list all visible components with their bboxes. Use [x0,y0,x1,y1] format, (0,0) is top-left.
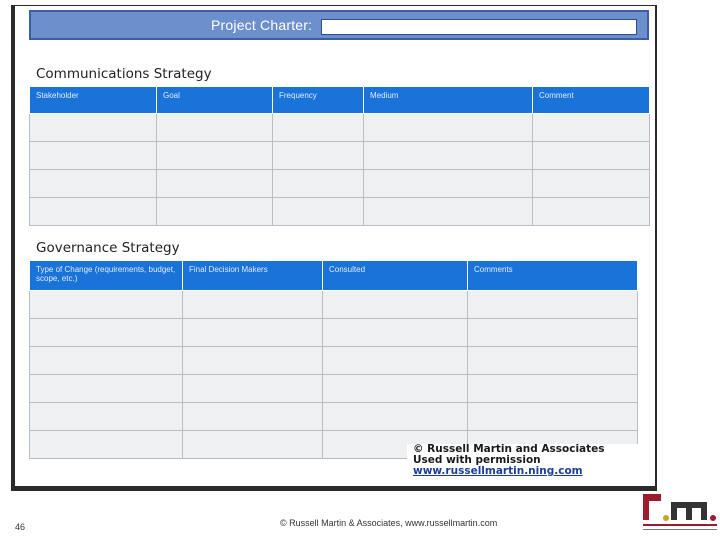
project-charter-bar [29,10,649,40]
table-row [30,142,650,170]
governance-cell[interactable] [183,375,323,403]
governance-header-row [30,261,638,291]
governance-cell[interactable] [468,319,638,347]
communications-header-cell: Comment [533,87,650,114]
communications-strategy-title: Communications Strategy [36,66,212,82]
table-row [30,114,650,142]
communications-header-row [30,87,650,114]
communications-cell[interactable] [157,142,273,170]
table-row [30,170,650,198]
communications-cell[interactable] [273,114,364,142]
table-row [30,347,638,375]
communications-cell[interactable] [30,198,157,226]
communications-header-cell: Stakeholder [30,87,157,114]
governance-header-cell: Consulted [323,261,468,291]
table-row [30,403,638,431]
communications-cell[interactable] [157,170,273,198]
communications-cell[interactable] [533,198,650,226]
communications-cell[interactable] [533,142,650,170]
slide-number: 46 [15,522,26,532]
charter-sheet [15,6,655,486]
governance-header-cell: Comments [468,261,638,291]
governance-cell[interactable] [183,291,323,319]
communications-cell[interactable] [30,170,157,198]
communications-cell[interactable] [364,170,533,198]
communications-cell[interactable] [273,198,364,226]
table-row [30,291,638,319]
governance-cell[interactable] [30,431,183,459]
communications-cell[interactable] [30,142,157,170]
copyright-link[interactable]: www.russellmartin.ning.com [413,465,583,477]
footer-copyright: © Russell Martin & Associates, www.russellmartin.com [280,518,498,528]
governance-table [29,260,638,459]
governance-cell[interactable] [323,347,468,375]
governance-cell[interactable] [183,431,323,459]
project-charter-field[interactable] [321,19,637,35]
communications-header-cell: Frequency [273,87,364,114]
governance-cell[interactable] [468,375,638,403]
copyright-line: © Russell Martin and Associates [413,443,605,455]
governance-cell[interactable] [323,291,468,319]
governance-cell[interactable] [30,319,183,347]
permission-line: Used with permission [413,454,541,466]
russell-martin-logo-icon [641,490,719,538]
governance-cell[interactable] [323,403,468,431]
copyright-notice [407,444,647,484]
project-charter-label: Project Charter: [211,17,313,33]
communications-cell[interactable] [273,142,364,170]
communications-cell[interactable] [364,114,533,142]
governance-header-cell: Final Decision Makers [183,261,323,291]
governance-header-cell: Type of Change (requirements, budget, scope, etc.) [30,261,183,291]
governance-cell[interactable] [30,347,183,375]
communications-cell[interactable] [273,170,364,198]
governance-cell[interactable] [468,403,638,431]
governance-cell[interactable] [30,291,183,319]
governance-cell[interactable] [323,319,468,347]
communications-cell[interactable] [533,170,650,198]
governance-cell[interactable] [183,403,323,431]
governance-cell[interactable] [468,291,638,319]
communications-cell[interactable] [364,142,533,170]
governance-cell[interactable] [183,347,323,375]
governance-cell[interactable] [323,375,468,403]
communications-header-cell: Medium [364,87,533,114]
communications-table [29,86,650,226]
governance-cell[interactable] [30,403,183,431]
table-row [30,375,638,403]
communications-cell[interactable] [364,198,533,226]
table-row [30,319,638,347]
governance-cell[interactable] [468,347,638,375]
communications-header-cell: Goal [157,87,273,114]
communications-cell[interactable] [157,198,273,226]
governance-cell[interactable] [30,375,183,403]
communications-cell[interactable] [30,114,157,142]
communications-cell[interactable] [157,114,273,142]
table-row [30,198,650,226]
governance-strategy-title: Governance Strategy [36,240,180,256]
governance-cell[interactable] [183,319,323,347]
communications-cell[interactable] [533,114,650,142]
